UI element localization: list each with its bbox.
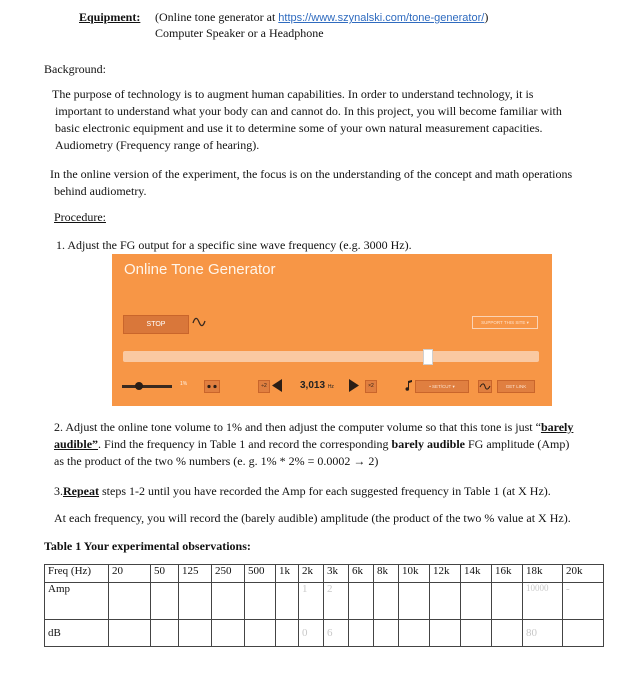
- observations-table: [44, 564, 604, 647]
- amp-cell: 10000: [523, 583, 563, 620]
- step-3-number: 3.: [54, 484, 63, 498]
- equipment-line-1: [155, 10, 488, 25]
- step-2-barely-audible: barely audible: [391, 437, 465, 451]
- equipment-line-1-close: ): [484, 10, 489, 24]
- db-cell: [212, 620, 245, 647]
- stop-button[interactable]: STOP: [123, 315, 189, 334]
- freq-cell: 250: [212, 565, 245, 583]
- db-header: dB: [45, 620, 109, 647]
- frequency-divide-button[interactable]: ÷2: [258, 380, 270, 393]
- freq-cell: 3k: [324, 565, 349, 583]
- volume-slider-knob[interactable]: [135, 382, 143, 390]
- db-cell: 0: [299, 620, 324, 647]
- amp-cell: [374, 583, 399, 620]
- freq-header: Freq (Hz): [45, 565, 109, 583]
- frequency-down-icon[interactable]: [272, 379, 282, 392]
- amp-cell: [492, 583, 523, 620]
- wave-type-button[interactable]: [478, 380, 492, 393]
- freq-cell: 20k: [563, 565, 604, 583]
- frequency-slider-thumb[interactable]: [423, 349, 433, 365]
- play-mode-button[interactable]: [204, 380, 220, 393]
- get-link-button[interactable]: GET LINK: [497, 380, 535, 393]
- amp-cell: [461, 583, 492, 620]
- amp-cell: [109, 583, 151, 620]
- amp-cell: [430, 583, 461, 620]
- background-p1-line: important to understand what your body can and cannot do. In this project, you will become familiar with: [55, 104, 562, 118]
- procedure-step-4: At each frequency, you will record the (barely audible) amplitude (the product of the two % value at X Hz).: [54, 511, 571, 525]
- frequency-slider-track[interactable]: [123, 351, 539, 362]
- procedure-step-1: 1. Adjust the FG output for a specific sine wave frequency (e.g. 3000 Hz).: [56, 238, 412, 252]
- frequency-value: 3,013: [300, 380, 326, 391]
- tone-generator-panel: [112, 254, 552, 406]
- frequency-unit: Hz: [327, 384, 334, 390]
- background-p1-line: Audiometry (Frequency range of hearing).: [55, 138, 260, 152]
- amp-cell: [276, 583, 299, 620]
- step-2-text: FG amplitude (Amp): [465, 437, 570, 451]
- set-cut-dropdown[interactable]: • SET/CUT ▾: [415, 380, 469, 393]
- freq-cell: 500: [245, 565, 276, 583]
- amp-cell: 1: [299, 583, 324, 620]
- table-title: Table 1 Your experimental observations:: [44, 539, 251, 553]
- db-cell: [492, 620, 523, 647]
- freq-cell: 2k: [299, 565, 324, 583]
- table-row-freq: [45, 565, 604, 583]
- table-row-amp: [45, 583, 604, 620]
- db-cell: [349, 620, 374, 647]
- freq-cell: 12k: [430, 565, 461, 583]
- step-2-barely: barely: [540, 420, 574, 434]
- freq-cell: 18k: [523, 565, 563, 583]
- volume-percent: 1%: [180, 381, 188, 387]
- music-note-icon: [405, 380, 413, 391]
- freq-cell: 8k: [374, 565, 399, 583]
- background-p2-line: behind audiometry.: [54, 184, 147, 198]
- tone-generator-title: Online Tone Generator: [124, 261, 276, 278]
- step-3-repeat: Repeat: [63, 484, 99, 498]
- support-site-button[interactable]: SUPPORT THIS SITE ▾: [472, 316, 538, 329]
- freq-cell: 1k: [276, 565, 299, 583]
- background-paragraph-2: [50, 166, 572, 200]
- dots-icon: [205, 381, 219, 392]
- amp-cell: [349, 583, 374, 620]
- freq-cell: 125: [179, 565, 212, 583]
- wave-icon: [479, 381, 491, 392]
- db-cell: [399, 620, 430, 647]
- step-3-text: steps 1-2 until you have recorded the Amp for each suggested frequency in Table 1 (at X Hz).: [99, 484, 551, 498]
- volume-slider-track[interactable]: [122, 385, 172, 388]
- db-cell: [179, 620, 212, 647]
- frequency-multiply-button[interactable]: ×2: [365, 380, 377, 393]
- background-p1-line: The purpose of technology is to augment human capabilities. In order to understand technology, it is: [52, 87, 534, 101]
- freq-cell: 50: [151, 565, 179, 583]
- amp-cell: [151, 583, 179, 620]
- procedure-heading: Procedure:: [54, 210, 106, 224]
- freq-cell: 6k: [349, 565, 374, 583]
- db-cell: [430, 620, 461, 647]
- background-p1-line: basic electronic equipment and use it to determine some of your own natural measurement capacities.: [55, 121, 543, 135]
- amp-cell: [245, 583, 276, 620]
- procedure-step-2-line-1: [54, 420, 573, 435]
- freq-cell: 16k: [492, 565, 523, 583]
- amp-header: Amp: [45, 583, 109, 620]
- freq-cell: 10k: [399, 565, 430, 583]
- db-cell: [151, 620, 179, 647]
- step-2-text: 2. Adjust the online tone volume to 1% and then adjust the computer volume so that this tone is just “: [54, 420, 541, 434]
- step-2-audible: audible”: [54, 437, 99, 451]
- freq-cell: 20: [109, 565, 151, 583]
- frequency-readout: [300, 380, 334, 391]
- amp-cell: -: [563, 583, 604, 620]
- db-cell: [563, 620, 604, 647]
- equipment-line-1-text: (Online tone generator at: [155, 10, 279, 24]
- amp-cell: [399, 583, 430, 620]
- db-cell: [461, 620, 492, 647]
- tone-generator-link[interactable]: https://www.szynalski.com/tone-generator/: [278, 12, 485, 24]
- table-row-db: [45, 620, 604, 647]
- equipment-line-2: Computer Speaker or a Headphone: [155, 26, 324, 40]
- procedure-step-2-line-3: as the product of the two % numbers (e. g. 1% * 2% = 0.0002 → 2): [54, 454, 379, 468]
- sine-wave-icon[interactable]: [192, 315, 206, 329]
- db-cell: [276, 620, 299, 647]
- procedure-step-2-line-2: [54, 437, 569, 452]
- amp-cell: [179, 583, 212, 620]
- amp-cell: [212, 583, 245, 620]
- db-cell: 80: [523, 620, 563, 647]
- background-paragraph-1: [52, 86, 562, 154]
- procedure-step-3: [54, 484, 551, 499]
- equipment-label: Equipment:: [79, 10, 141, 24]
- db-cell: [245, 620, 276, 647]
- background-p2-line: In the online version of the experiment, the focus is on the understanding of the concept and math operations: [50, 167, 573, 181]
- db-cell: 6: [324, 620, 349, 647]
- db-cell: [109, 620, 151, 647]
- amp-cell: 2: [324, 583, 349, 620]
- freq-cell: 14k: [461, 565, 492, 583]
- background-heading: Background:: [44, 62, 106, 76]
- step-2-text: . Find the frequency in Table 1 and record the corresponding: [98, 437, 392, 451]
- frequency-up-icon[interactable]: [349, 379, 359, 392]
- db-cell: [374, 620, 399, 647]
